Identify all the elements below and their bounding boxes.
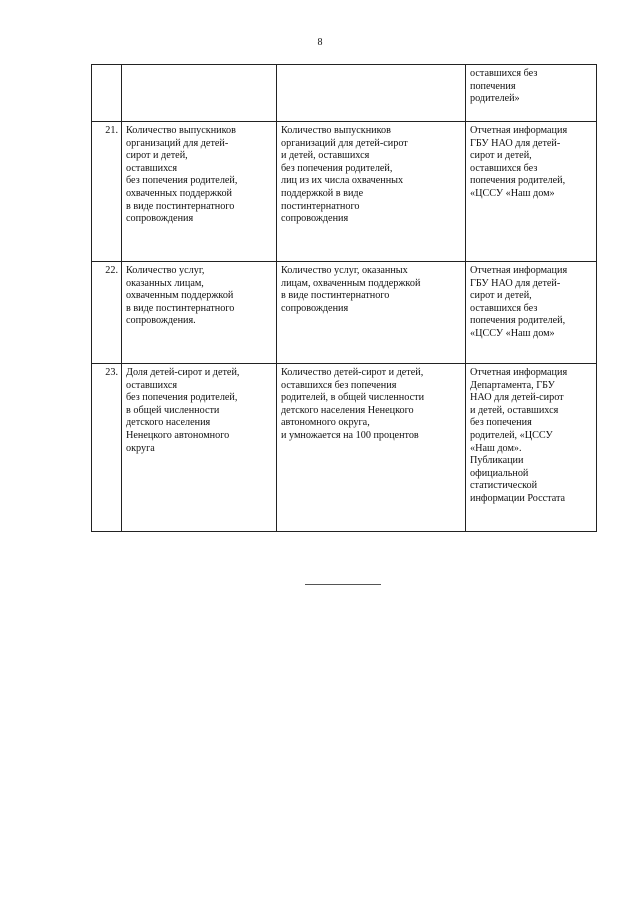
data-source-cell: Отчетная информация ГБУ НАО для детей- сирот и детей, оставшихся без попечения родителей, «ЦССУ «Наш дом»	[466, 122, 597, 262]
data-source-cell: Отчетная информация Департамента, ГБУ НАО для детей-сирот и детей, оставшихся без попечения родителей, «ЦССУ «Наш дом». Публикации официальной статистической информации Росстата	[466, 364, 597, 532]
row-number-cell: 21.	[92, 122, 122, 262]
end-of-document-rule	[305, 584, 381, 585]
row-number-cell: 23.	[92, 364, 122, 532]
data-source-cell: оставшихся без попечения родителей»	[466, 65, 597, 122]
row-number-cell: 22.	[92, 262, 122, 364]
table-row	[92, 122, 597, 262]
calculation-method-cell: Количество выпускников организаций для детей-сирот и детей, оставшихся без попечения родителей, лиц из их числа охваченных поддержкой в виде постинтернатного сопровождения	[277, 122, 466, 262]
page-number: 8	[317, 37, 323, 48]
table-row-continued	[92, 65, 597, 122]
table-row	[92, 364, 597, 532]
calculation-method-cell	[277, 65, 466, 122]
calculation-method-cell: Количество услуг, оказанных лицам, охваченным поддержкой в виде постинтернатного сопровождения	[277, 262, 466, 364]
calculation-method-cell: Количество детей-сирот и детей, оставшихся без попечения родителей, в общей численности детского населения Ненецкого автономного округа, и умножается на 100 процентов	[277, 364, 466, 532]
row-number-cell	[92, 65, 122, 122]
indicator-name-cell: Количество услуг, оказанных лицам, охваченным поддержкой в виде постинтернатного сопровождения.	[122, 262, 277, 364]
indicator-name-cell: Доля детей-сирот и детей, оставшихся без попечения родителей, в общей численности детского населения Ненецкого автономного округа	[122, 364, 277, 532]
indicators-table	[91, 64, 597, 532]
data-source-cell: Отчетная информация ГБУ НАО для детей- сирот и детей, оставшихся без попечения родителей, «ЦССУ «Наш дом»	[466, 262, 597, 364]
indicator-name-cell	[122, 65, 277, 122]
indicator-name-cell: Количество выпускников организаций для детей- сирот и детей, оставшихся без попечения родителей, охваченных поддержкой в виде постинтернатного сопровождения	[122, 122, 277, 262]
table-row	[92, 262, 597, 364]
